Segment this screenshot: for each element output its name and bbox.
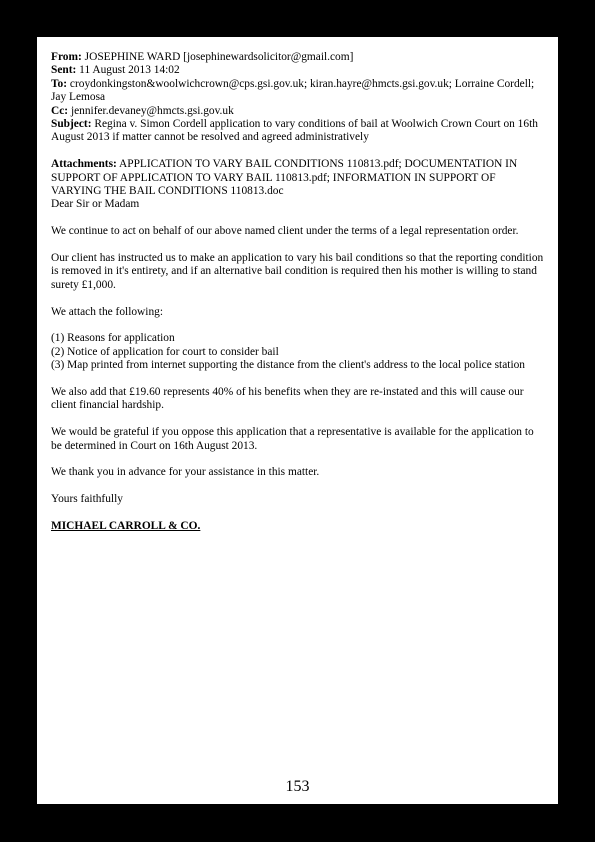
subject-value: Regina v. Simon Cordell application to vary conditions of bail at Woolwich Crown Court on 16th August 2013 if matter cannot be resolved and agreed administratively <box>51 118 538 144</box>
subject-label: Subject: <box>51 118 92 131</box>
document-page <box>37 37 558 804</box>
list-item: (3) Map printed from internet supporting the distance from the client's address to the local police station <box>51 359 526 372</box>
list-item: (1) Reasons for application <box>51 332 175 345</box>
sent-label: Sent: <box>51 64 77 77</box>
from-label: From: <box>51 51 82 63</box>
paragraph-representative: We would be grateful if you oppose this application that a representative is available for the application to be determined in Court on 16th August 2013. <box>51 426 534 452</box>
attachments-value: APPLICATION TO VARY BAIL CONDITIONS 110813.pdf; DOCUMENTATION IN SUPPORT OF APPLICATION TO VARY BAIL 110813.pdf; INFORMATION IN SUPPORT OF VARYING THE BAIL CONDITIONS 110813.doc <box>51 158 518 198</box>
from-line <box>51 51 544 64</box>
cc-line <box>51 105 544 118</box>
subject-line <box>51 118 544 145</box>
paragraph-representation: We continue to act on behalf of our above named client under the terms of a legal representation order. <box>51 225 519 238</box>
from-value: JOSEPHINE WARD [josephinewardsolicitor@gmail.com] <box>84 51 354 63</box>
cc-value: jennifer.devaney@hmcts.gsi.gov.uk <box>70 104 234 117</box>
paragraph-attach-intro: We attach the following: <box>51 305 164 318</box>
list-item: (2) Notice of application for court to consider bail <box>51 345 279 358</box>
to-line <box>51 78 544 105</box>
paragraph-benefits: We also add that £19.60 represents 40% of his benefits when they are re-instated and this will cause our client financial hardship. <box>51 386 524 412</box>
closing: Yours faithfully <box>51 493 123 506</box>
attachment-list <box>51 332 544 372</box>
paragraph-thanks: We thank you in advance for your assistance in this matter. <box>51 466 320 479</box>
cc-label: Cc: <box>51 104 69 117</box>
to-label: To: <box>51 77 68 90</box>
paragraph-instruction: Our client has instructed us to make an application to vary his bail conditions so that the reporting condition is removed in it's entirety, and if an alternative bail condition is required then his mother is willing to stand surety £1,000. <box>51 252 544 291</box>
sent-value: 11 August 2013 14:02 <box>79 64 180 77</box>
email-header <box>51 51 544 145</box>
signature: MICHAEL CARROLL & CO. <box>51 520 201 533</box>
attachments-line <box>51 158 544 198</box>
to-value: croydonkingston&woolwichcrown@cps.gsi.gov.uk; kiran.hayre@hmcts.gsi.gov.uk; Lorraine Cordell; Jay Lemosa <box>51 77 535 104</box>
attachments-label: Attachments: <box>51 158 117 171</box>
page-number: 153 <box>285 778 310 795</box>
salutation: Dear Sir or Madam <box>51 198 140 211</box>
sent-line <box>51 64 544 77</box>
